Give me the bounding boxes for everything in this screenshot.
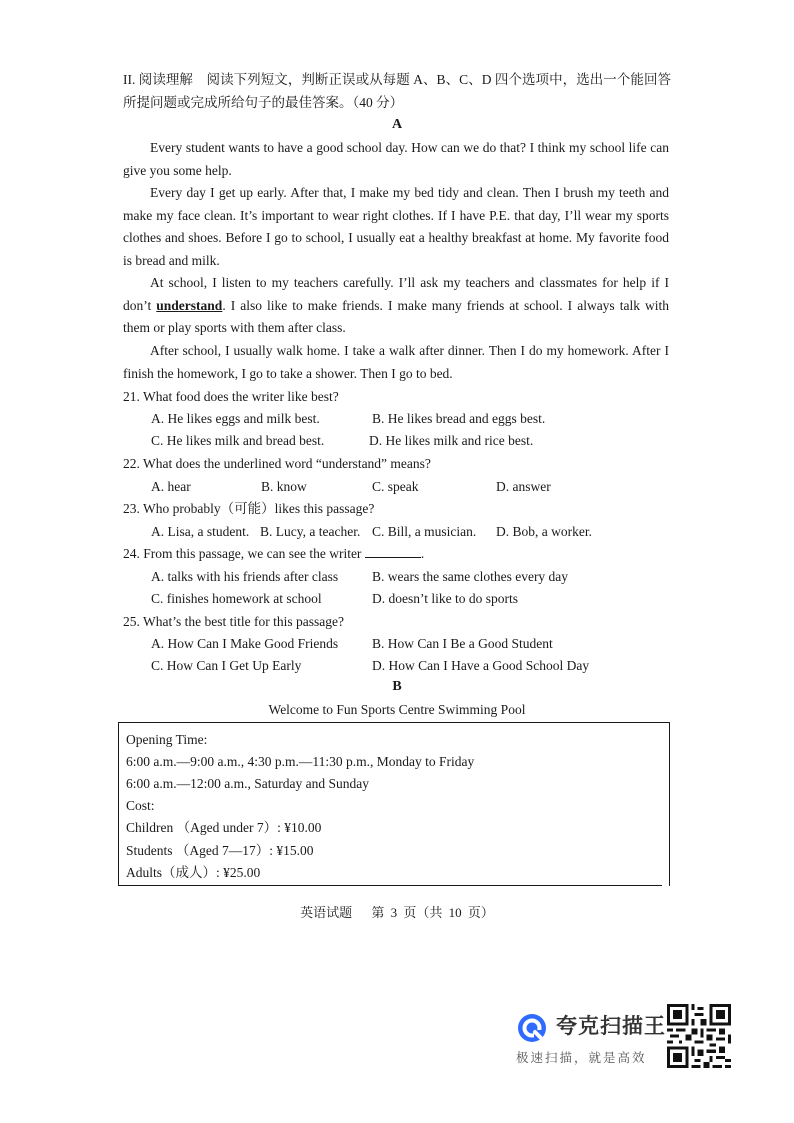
section-instructions: II. 阅读理解 阅读下列短文，判断正误或从每题 A、B、C、D 四个选项中，选出一个能回答所提问题或完成所给句子的最佳答案。（40 分） [123, 72, 671, 110]
question-22-option-b: B. know [261, 479, 307, 494]
question-23-option-d: D. Bob, a worker. [496, 524, 592, 539]
passage-a-paragraph-1: Every student wants to have a good school day. How can we do that? I think my school life can give you some help. [123, 140, 669, 178]
question-21-option-d: D. He likes milk and rice best. [369, 433, 534, 448]
notice-line-students-price: Students （Aged 7—17）: ¥15.00 [126, 843, 314, 858]
question-22-option-c: C. speak [372, 479, 419, 494]
passage-a-paragraph-3 [123, 272, 669, 340]
question-24-option-b: B. wears the same clothes every day [372, 569, 569, 584]
question-23-option-b: B. Lucy, a teacher. [260, 524, 361, 539]
question-24-option-d: D. doesn’t like to do sports [372, 591, 518, 606]
page-footer: 英语试题 第 3 页（共 10 页） [300, 905, 494, 920]
question-25-stem: 25. What’s the best title for this passage? [123, 614, 344, 629]
question-25-option-b: B. How Can I Be a Good Student [372, 636, 553, 651]
quark-logo-icon [516, 1012, 548, 1044]
paragraph-3-text-after: . I also like to make friends. I make many friends at school. I always talk with them or play sports with them after class. [123, 297, 669, 336]
watermark-slogan: 极速扫描，就是高效 [516, 1050, 647, 1065]
question-24-stem-text: 24. From this passage, we can see the writer [123, 546, 365, 561]
watermark-brand: 夸克扫描王 [556, 1014, 666, 1038]
question-23-stem: 23. Who probably（可能）likes this passage? [123, 501, 375, 516]
question-21-option-b: B. He likes bread and eggs best. [372, 411, 546, 426]
question-22-option-a: A. hear [151, 479, 191, 494]
notice-title: Welcome to Fun Sports Centre Swimming Pool [268, 702, 526, 717]
passage-a-paragraph-4: After school, I usually walk home. I take a walk after dinner. Then I do my homework. After I finish the homework, I go to take a shower. Then I go to bed. [123, 343, 669, 381]
notice-line-weekday-hours: 6:00 a.m.—9:00 a.m., 4:30 p.m.—11:30 p.m., Monday to Friday [126, 754, 475, 769]
question-24-option-c: C. finishes homework at school [151, 591, 322, 606]
question-24-stem [123, 543, 424, 565]
notice-line-opening-label: Opening Time: [126, 732, 208, 747]
notice-box-bottom-border [118, 885, 662, 886]
question-22-stem: 22. What does the underlined word “understand” means? [123, 456, 431, 471]
notice-line-cost-label: Cost: [126, 798, 155, 813]
underlined-word: understand [156, 297, 223, 313]
passage-a-letter: A [391, 117, 403, 132]
passage-a-paragraph-2: Every day I get up early. After that, I make my bed tidy and clean. Then I brush my teeth and make my face clean. It’s important to wear right clothes. If I have P.E. that day, I’ll wear my sports clothes and shoes. Before I go to school, I usually eat a healthy breakfast at home. My favorite food is bread and milk. [123, 185, 669, 268]
question-24-stem-end: . [420, 546, 425, 561]
answer-blank [365, 545, 421, 558]
paragraph-3-text-before: At school, I listen to my teachers carefully. I’ll ask my teachers and classmates for help if I don’t [123, 275, 669, 313]
notice-line-adults-price: Adults（成人）: ¥25.00 [126, 865, 261, 880]
question-21-option-c: C. He likes milk and bread best. [151, 433, 325, 448]
qr-code-icon [667, 1004, 731, 1068]
notice-line-children-price: Children （Aged under 7）: ¥10.00 [126, 820, 322, 835]
question-21-stem: 21. What food does the writer like best? [123, 389, 339, 404]
question-25-option-a: A. How Can I Make Good Friends [151, 636, 339, 651]
question-24-option-a: A. talks with his friends after class [151, 569, 339, 584]
notice-line-weekend-hours: 6:00 a.m.—12:00 a.m., Saturday and Sunday [126, 776, 369, 791]
question-25-option-d: D. How Can I Have a Good School Day [372, 658, 590, 673]
question-21-option-a: A. He likes eggs and milk best. [151, 411, 320, 426]
question-25-option-c: C. How Can I Get Up Early [151, 658, 302, 673]
question-23-option-a: A. Lisa, a student. [151, 524, 250, 539]
question-22-option-d: D. answer [496, 479, 551, 494]
passage-b-letter: B [392, 679, 402, 694]
question-23-option-c: C. Bill, a musician. [372, 524, 477, 539]
